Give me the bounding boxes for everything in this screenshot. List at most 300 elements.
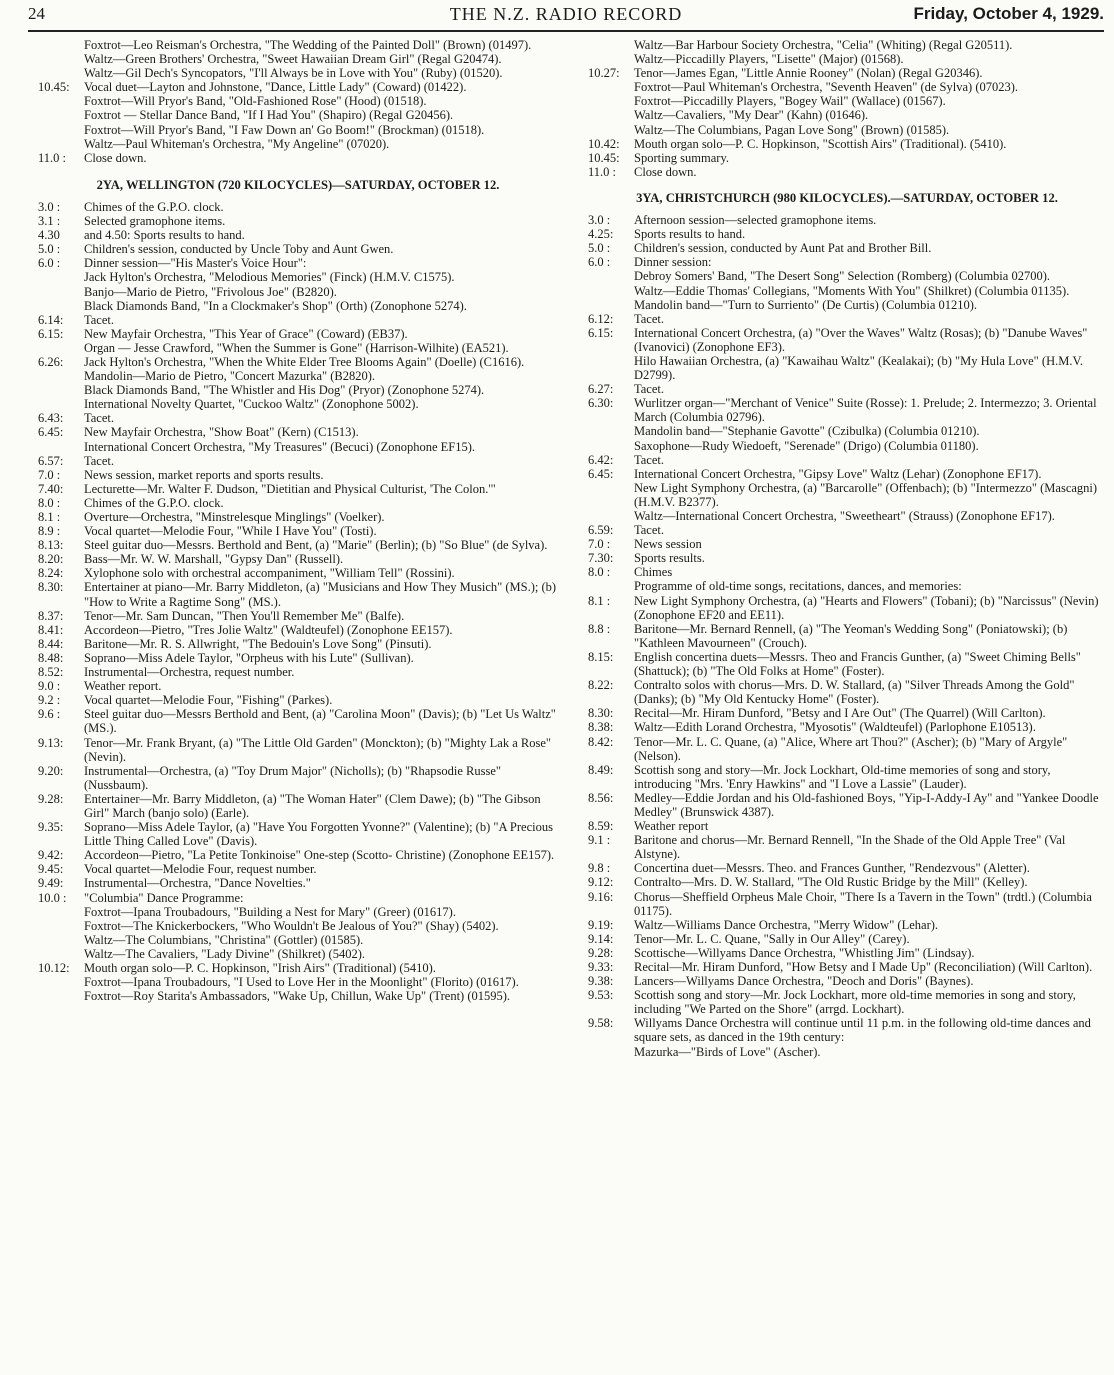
programme-entry	[588, 523, 1106, 537]
entry-time: 9.45:	[38, 862, 64, 877]
programme-entry	[38, 580, 558, 608]
programme-entry	[38, 242, 558, 256]
entry-time: 10.0 :	[38, 890, 67, 905]
entry-text: New Light Symphony Orchestra, (a) "Barcarolle" (Offenbach); (b) "Intermezzo" (Mascagni) (H.M.V. B2377).	[634, 480, 1098, 509]
programme-entry	[588, 241, 1106, 255]
entry-time: 9.58:	[588, 1016, 614, 1031]
programme-entry	[588, 213, 1106, 227]
entry-text: Instrumental—Orchestra, (a) "Toy Drum Major" (Nicholls); (b) "Rhapsodie Russe" (Nussbaum).	[84, 763, 502, 792]
entry-text: Waltz—Gil Dech's Syncopators, "I'll Always be in Love with You" (Ruby) (01520).	[84, 66, 503, 81]
programme-entry	[38, 256, 558, 270]
programme-entry	[588, 579, 1106, 593]
entry-text: Close down.	[84, 150, 147, 165]
entry-text: Children's session, conducted by Aunt Pat and Brother Bill.	[634, 241, 932, 256]
entry-time: 8.0 :	[588, 565, 611, 580]
entry-time: 8.49:	[588, 762, 614, 777]
entry-text: Mandolin band—"Turn to Surriento" (De Curtis) (Columbia 01210).	[634, 297, 978, 312]
programme-entry	[588, 946, 1106, 960]
entry-text: Waltz—International Concert Orchestra, "Sweetheart" (Strauss) (Zonophone EF17).	[634, 509, 1055, 523]
entry-time: 9.0 :	[38, 679, 61, 694]
programme-entry	[38, 454, 558, 468]
entry-time: 10.45:	[38, 80, 70, 95]
entry-text: Weather report	[634, 819, 709, 834]
programme-entry	[38, 905, 558, 919]
programme-entry	[588, 123, 1106, 137]
entry-time: 9.42:	[38, 848, 64, 863]
entry-text: Mouth organ solo—P. C. Hopkinson, "Irish Airs" (Traditional) (5410).	[84, 961, 436, 975]
entry-text: Tenor—Mr. Frank Bryant, (a) "The Little Old Garden" (Monckton); (b) "Mighty Lak a Rose" (Nevin).	[84, 735, 551, 764]
entry-text: Lancers—Willyams Dance Orchestra, "Deoch and Doris" (Baynes).	[634, 974, 974, 989]
header-rule	[28, 30, 1104, 32]
entry-text: Scottish song and story—Mr. Jock Lockhart, more old-time memories in song and story, including "We Parted on the Shore" (arrgd. Lockhart).	[634, 988, 1076, 1017]
entry-text: Steel guitar duo—Messrs. Berthold and Bent, (a) "Marie" (Berlin); (b) "So Blue" (de Sylva).	[84, 538, 548, 553]
station-heading: 3YA, CHRISTCHURCH (980 KILOCYCLES).—SATURDAY, OCTOBER 12.	[636, 190, 1058, 205]
programme-entry	[38, 736, 558, 764]
programme-entry	[588, 80, 1106, 94]
programme-entry	[38, 524, 558, 538]
entry-text: Foxtrot—Will Pryor's Band, "Old-Fashioned Rose" (Hood) (01518).	[84, 94, 427, 109]
entry-text: Vocal quartet—Melodie Four, "Fishing" (Parkes).	[84, 693, 333, 708]
entry-time: 8.37:	[38, 608, 64, 623]
publication-title: THE N.Z. RADIO RECORD	[449, 4, 683, 24]
programme-entry	[38, 482, 558, 496]
entry-time: 8.41:	[38, 622, 64, 637]
programme-entry	[38, 200, 558, 214]
entry-text: Entertainer at piano—Mr. Barry Middleton, (a) "Musicians and How They Musich" (MS.); (b) "How to Write a Ragtime Song" (MS.).	[84, 580, 557, 609]
entry-text: Black Diamonds Band, "In a Clockmaker's Shop" (Orth) (Zonophone 5274).	[84, 298, 467, 313]
entry-text: Tacet.	[84, 312, 115, 327]
programme-entry	[38, 38, 558, 52]
entry-time: 6.15:	[38, 326, 64, 341]
entry-time: 6.0 :	[588, 255, 611, 270]
programme-entry	[588, 890, 1106, 918]
programme-entry	[38, 52, 558, 66]
programme-entry	[588, 52, 1106, 66]
entry-text: Hilo Hawaiian Orchestra, (a) "Kawaihau Waltz" (Kealakai); (b) "My Hula Love" (H.M.V. D2799).	[634, 353, 1083, 383]
entry-text: Concertina duet—Messrs. Theo. and Frances Gunther, "Rendezvous" (Aletter).	[634, 861, 1030, 876]
entry-time: 8.59:	[588, 819, 614, 834]
entry-text: Sporting summary.	[634, 150, 730, 165]
entry-text: Scottische—Willyams Dance Orchestra, "Whistling Jim" (Lindsay).	[634, 945, 975, 960]
programme-entry	[38, 397, 558, 411]
entry-time: 8.1 :	[588, 593, 611, 608]
entry-time: 6.30:	[588, 396, 614, 411]
programme-entry	[588, 38, 1106, 52]
entry-text: and 4.50: Sports results to hand.	[84, 228, 245, 243]
entry-text: Waltz—Cavaliers, "My Dear" (Kahn) (01646).	[634, 108, 869, 123]
programme-entry	[38, 214, 558, 228]
entry-text: Contralto solos with chorus—Mrs. D. W. Stallard, (a) "Silver Threads Among the Gold" (Danks); (b) "My Old Kentucky Home" (Foster).	[634, 678, 1075, 707]
entry-text: Tenor—James Egan, "Little Annie Rooney" (Nolan) (Regal G20346).	[634, 66, 983, 81]
entry-text: Foxtrot—Piccadilly Players, "Bogey Wail" (Wallace) (01567).	[634, 94, 946, 109]
entry-text: Jack Hylton's Orchestra, "Melodious Memories" (Finck) (H.M.V. C1575).	[84, 270, 455, 285]
programme-entry	[38, 693, 558, 707]
entry-text: Sports results.	[634, 551, 705, 566]
entry-time: 9.28:	[38, 791, 64, 806]
entry-text: Chimes	[634, 565, 673, 580]
entry-text: Chorus—Sheffield Orpheus Male Choir, "There Is a Tavern in the Town" (trdtl.) (Columbia 01175).	[634, 889, 1092, 918]
entry-text: Foxtrot—Paul Whiteman's Orchestra, "Seventh Heaven" (de Sylva) (07023).	[634, 80, 1019, 95]
programme-entry	[588, 396, 1106, 424]
entry-time: 3.1 :	[38, 214, 61, 229]
programme-entry	[588, 467, 1106, 481]
entry-text: New Light Symphony Orchestra, (a) "Hearts and Flowers" (Tobani); (b) "Narcissus" (Nevin) (Zonophone EF20 and EE11).	[634, 593, 1099, 622]
entry-time: 10.12:	[38, 961, 70, 975]
entry-text: Instrumental—Orchestra, "Dance Novelties."	[84, 876, 311, 891]
entry-text: Recital—Mr. Hiram Dunford, "Betsy and I Are Out" (The Quarrel) (Will Carlton).	[634, 706, 1046, 721]
programme-entry	[588, 650, 1106, 678]
entry-text: Waltz—Piccadilly Players, "Lisette" (Major) (01568).	[634, 52, 904, 67]
entry-time: 7.0 :	[38, 467, 61, 482]
entry-time: 8.56:	[588, 790, 614, 805]
entry-text: Foxtrot—Will Pryor's Band, "I Faw Down an' Go Boom!" (Brockman) (01518).	[84, 122, 485, 137]
entry-text: Sports results to hand.	[634, 227, 746, 242]
programme-entry	[588, 1045, 1106, 1059]
left-column	[38, 38, 558, 1003]
programme-entry	[38, 862, 558, 876]
entry-text: Accordeon—Pietro, "La Petite Tonkinoise" One-step (Scotto- Christine) (Zonophone EE157).	[84, 848, 555, 863]
entry-text: Soprano—Miss Adele Taylor, (a) "Have You Forgotten Yvonne?" (Valentine); (b) "A Precious Little Thing Called Love" (Davis).	[84, 820, 553, 849]
entry-time: 6.0 :	[38, 256, 61, 271]
entry-text: Bass—Mr. W. W. Marshall, "Gypsy Dan" (Russell).	[84, 552, 344, 567]
entry-time: 8.30:	[588, 706, 614, 721]
entry-text: Jack Hylton's Orchestra, "When the White Elder Tree Blooms Again" (Doelle) (C1616).	[84, 354, 525, 369]
programme-entry	[588, 255, 1106, 269]
programme-entry	[588, 151, 1106, 165]
entry-text: Foxtrot—Ipana Troubadours, "I Used to Love Her in the Moonlight" (Florito) (01617).	[84, 975, 519, 990]
entry-time: 9.49:	[38, 876, 64, 891]
programme-entry	[38, 369, 558, 383]
programme-entry	[38, 566, 558, 580]
programme-entry	[38, 285, 558, 299]
programme-entry	[38, 327, 558, 341]
programme-entry	[588, 763, 1106, 791]
entry-time: 10.42:	[588, 136, 620, 151]
entry-time: 6.27:	[588, 382, 614, 397]
entry-time: 8.13:	[38, 538, 64, 553]
entry-text: Contralto—Mrs. D. W. Stallard, "The Old Rustic Bridge by the Mill" (Kelley).	[634, 875, 1028, 890]
entry-time: 6.26:	[38, 354, 64, 369]
entry-time: 9.12:	[588, 875, 614, 890]
programme-entry	[38, 665, 558, 679]
entry-time: 9.14:	[588, 931, 614, 946]
entry-text: Tacet.	[634, 523, 665, 538]
entry-time: 9.13:	[38, 735, 64, 750]
programme-entry	[38, 411, 558, 425]
programme-entry	[38, 975, 558, 989]
entry-text: Chimes of the G.P.O. clock.	[84, 199, 224, 214]
entry-time: 8.44:	[38, 636, 64, 651]
entry-text: Waltz—Edith Lorand Orchestra, "Myosotis" (Waldteufel) (Parlophone E10513).	[634, 720, 1036, 735]
programme-entry	[38, 651, 558, 665]
entry-time: 9.16:	[588, 889, 614, 904]
programme-entry	[38, 383, 558, 397]
entry-text: Xylophone solo with orchestral accompaniment, "William Tell" (Rossini).	[84, 566, 455, 581]
entry-text: Selected gramophone items.	[84, 214, 226, 229]
entry-text: Organ — Jesse Crawford, "When the Summer is Gone" (Harrison-Wilhite) (EA521).	[84, 340, 509, 355]
entry-text: Children's session, conducted by Uncle Toby and Aunt Gwen.	[84, 242, 394, 257]
entry-text: English concertina duets—Messrs. Theo and Francis Gunther, (a) "Sweet Chiming Bells" (Shattuck); (b) "The Old Folks at Home" (Foster).	[634, 649, 1081, 679]
programme-entry	[588, 932, 1106, 946]
programme-entry	[38, 876, 558, 890]
entry-time: 6.45:	[588, 466, 614, 481]
entry-time: 6.59:	[588, 523, 614, 538]
programme-entry	[588, 735, 1106, 763]
entry-text: Waltz—Bar Harbour Society Orchestra, "Celia" (Whiting) (Regal G20511).	[634, 38, 1013, 52]
entry-time: 5.0 :	[588, 241, 611, 256]
programme-entry	[38, 552, 558, 566]
programme-entry	[588, 537, 1106, 551]
entry-text: Instrumental—Orchestra, request number.	[84, 665, 295, 680]
programme-entry	[588, 298, 1106, 312]
programme-entry	[38, 80, 558, 94]
entry-text: Dinner session:	[634, 255, 712, 270]
entry-time: 9.19:	[588, 917, 614, 932]
programme-entry	[588, 382, 1106, 396]
entry-time: 9.2 :	[38, 693, 61, 708]
entry-text: Dinner session—"His Master's Voice Hour":	[84, 256, 307, 271]
programme-entry	[38, 848, 558, 862]
programme-entry	[38, 637, 558, 651]
entry-time: 8.1 :	[38, 510, 61, 524]
programme-entry	[38, 341, 558, 355]
programme-entry	[588, 706, 1106, 720]
entry-time: 9.38:	[588, 974, 614, 989]
entry-text: Saxophone—Rudy Wiedoeft, "Serenade" (Drigo) (Columbia 01180).	[634, 438, 979, 453]
entry-time: 4.25:	[588, 227, 614, 242]
programme-entry	[588, 960, 1106, 974]
programme-entry	[588, 424, 1106, 438]
entry-text: Steel guitar duo—Messrs Berthold and Bent, (a) "Carolina Moon" (Davis); (b) "Let Us Waltz" (MS.).	[84, 707, 556, 736]
programme-entry	[588, 284, 1106, 298]
entry-time: 10.45:	[588, 150, 620, 165]
entry-time: 9.6 :	[38, 707, 61, 722]
entry-text: Baritone—Mr. Bernard Rennell, (a) "The Yeoman's Wedding Song" (Poniatowski); (b) "Kathleen Mavourneen" (Crouch).	[634, 621, 1068, 650]
entry-text: Baritone and chorus—Mr. Bernard Rennell, "In the Shade of the Old Apple Tree" (Val Alstyne).	[634, 833, 1066, 862]
entry-text: Tacet.	[634, 311, 665, 326]
programme-entry	[588, 1016, 1106, 1044]
entry-text: Vocal quartet—Melodie Four, request number.	[84, 862, 317, 877]
programme-entry	[38, 228, 558, 242]
programme-entry	[588, 988, 1106, 1016]
programme-entry	[588, 509, 1106, 523]
entry-time: 6.43:	[38, 411, 64, 426]
programme-entry	[588, 66, 1106, 80]
entry-text: Soprano—Miss Adele Taylor, "Orpheus with his Lute" (Sullivan).	[84, 650, 414, 665]
entry-time: 7.0 :	[588, 537, 611, 552]
programme-entry	[38, 623, 558, 637]
programme-entry	[588, 94, 1106, 108]
entry-text: Waltz—Green Brothers' Orchestra, "Sweet Hawaiian Dream Girl" (Regal G20474).	[84, 52, 502, 67]
programme-entry	[38, 108, 558, 122]
entry-text: Mazurka—"Birds of Love" (Ascher).	[634, 1044, 821, 1059]
entry-text: Debroy Somers' Band, "The Desert Song" Selection (Romberg) (Columbia 02700).	[634, 269, 1050, 284]
entry-text: New Mayfair Orchestra, "Show Boat" (Kern) (C1513).	[84, 425, 359, 440]
entry-text: Black Diamonds Band, "The Whistler and His Dog" (Pryor) (Zonophone 5274).	[84, 383, 485, 398]
entry-text: Foxtrot—Ipana Troubadours, "Building a Nest for Mary" (Greer) (01617).	[84, 904, 456, 919]
programme-entry	[38, 609, 558, 623]
programme-entry	[588, 875, 1106, 889]
programme-entry	[588, 481, 1106, 509]
programme-entry	[588, 108, 1106, 122]
entry-time: 3.0 :	[588, 213, 611, 228]
programme-entry	[588, 622, 1106, 650]
right-column	[588, 38, 1106, 1059]
entry-text: "Columbia" Dance Programme:	[84, 890, 244, 905]
programme-entry	[38, 151, 558, 165]
entry-text: Tenor—Mr. Sam Duncan, "Then You'll Remember Me" (Balfe).	[84, 608, 405, 623]
station-heading: 2YA, WELLINGTON (720 KILOCYCLES)—SATURDAY, OCTOBER 12.	[96, 177, 500, 192]
programme-entry	[588, 918, 1106, 932]
programme-entry	[38, 919, 558, 933]
programme-entry	[588, 791, 1106, 819]
entry-time: 6.42:	[588, 452, 614, 467]
entry-text: Waltz—The Columbians, "Christina" (Gottler) (01585).	[84, 932, 364, 947]
entry-text: Recital—Mr. Hiram Dunford, "How Betsy and I Made Up" (Reconciliation) (Will Carlton).	[634, 960, 1093, 974]
programme-entry	[588, 312, 1106, 326]
entry-time: 10.27:	[588, 66, 620, 81]
programme-entry	[38, 538, 558, 552]
entry-time: 7.40:	[38, 481, 64, 496]
entry-time: 6.12:	[588, 311, 614, 326]
programme-entry	[588, 720, 1106, 734]
entry-time: 8.8 :	[588, 621, 611, 636]
entry-text: Foxtrot—Leo Reisman's Orchestra, "The Wedding of the Painted Doll" (Brown) (01497).	[84, 38, 532, 52]
entry-time: 11.0 :	[588, 164, 617, 179]
entry-text: Wurlitzer organ—"Merchant of Venice" Suite (Rosse): 1. Prelude; 2. Intermezzo; 3. Oriental March (Columbia 02796).	[634, 396, 1097, 425]
entry-time: 9.28:	[588, 945, 614, 960]
programme-entry	[588, 269, 1106, 283]
entry-time: 6.57:	[38, 453, 64, 468]
entry-time: 9.1 :	[588, 833, 611, 848]
entry-text: Entertainer—Mr. Barry Middleton, (a) "The Woman Hater" (Clem Dawe); (b) "The Gibson Girl" March (banjo solo) (Earle).	[84, 791, 541, 820]
page-header	[28, 4, 1104, 28]
entry-text: New Mayfair Orchestra, "This Year of Grace" (Coward) (EB37).	[84, 326, 408, 341]
entry-text: Mandolin band—"Stephanie Gavotte" (Czibulka) (Columbia 01210).	[634, 424, 980, 439]
entry-text: Waltz—The Cavaliers, "Lady Divine" (Shilkret) (5402).	[84, 946, 365, 961]
programme-entry	[38, 123, 558, 137]
entry-text: International Concert Orchestra, "My Treasures" (Becuci) (Zonophone EF15).	[84, 439, 476, 454]
entry-time: 6.14:	[38, 312, 64, 327]
entry-time: 8.9 :	[38, 524, 61, 539]
programme-entry	[38, 947, 558, 961]
entry-time: 9.53:	[588, 988, 614, 1003]
entry-text: Banjo—Mario de Pietro, "Frivolous Joe" (B2820).	[84, 284, 337, 299]
programme-entry	[38, 961, 558, 975]
entry-text: Waltz—Eddie Thomas' Collegians, "Moments With You" (Shilkret) (Columbia 01135).	[634, 283, 1070, 298]
programme-entry	[588, 326, 1106, 354]
entry-time: 3.0 :	[38, 199, 61, 214]
programme-entry	[588, 137, 1106, 151]
entry-text: Tacet.	[84, 453, 115, 468]
programme-entry	[38, 820, 558, 848]
entry-text: Overture—Orchestra, "Minstrelesque Minglings" (Voelker).	[84, 510, 385, 524]
entry-text: International Novelty Quartet, "Cuckoo Waltz" (Zonophone 5002).	[84, 397, 419, 412]
entry-time: 8.52:	[38, 665, 64, 680]
entry-text: International Concert Orchestra, (a) "Over the Waves" Waltz (Rosas); (b) "Danube Waves" (Ivanovici) (Zonophone EF3).	[634, 325, 1088, 354]
programme-entry	[38, 764, 558, 792]
programme-entry	[38, 440, 558, 454]
programme-entry	[588, 453, 1106, 467]
entry-text: Lecturette—Mr. Walter F. Dudson, "Dietitian and Physical Culturist, 'The Colon.'"	[84, 481, 496, 496]
entry-text: News session	[634, 537, 702, 552]
entry-text: Willyams Dance Orchestra will continue until 11 p.m. in the following old-time dances and square sets, as danced in the 19th century:	[634, 1016, 1091, 1045]
programme-entry	[38, 792, 558, 820]
entry-time: 9.8 :	[588, 861, 611, 876]
entry-text: Chimes of the G.P.O. clock.	[84, 495, 224, 510]
programme-entry	[38, 313, 558, 327]
programme-entry	[588, 354, 1106, 382]
entry-text: News session, market reports and sports results.	[84, 467, 324, 482]
entry-text: International Concert Orchestra, "Gipsy Love" Waltz (Lehar) (Zonophone EF17).	[634, 466, 1042, 481]
entry-text: Waltz—Paul Whiteman's Orchestra, "My Angeline" (07020).	[84, 136, 390, 151]
programme-entry	[38, 270, 558, 284]
entry-text: Tenor—Mr. L. C. Quane, (a) "Alice, Where art Thou?" (Ascher); (b) "Mary of Argyle" (Nelson).	[634, 734, 1068, 763]
entry-time: 11.0 :	[38, 150, 67, 165]
programme-entry	[38, 989, 558, 1003]
programme-entry	[38, 496, 558, 510]
entry-time: 7.30:	[588, 551, 614, 566]
entry-text: Afternoon session—selected gramophone items.	[634, 213, 877, 228]
programme-entry	[38, 468, 558, 482]
entry-time: 9.20:	[38, 763, 64, 778]
page-number: 24	[28, 4, 45, 23]
entry-text: Scottish song and story—Mr. Jock Lockhart, Old-time memories of song and story, introducing "Mrs. 'Enry Hawkins" and "I Love a Lassie" (Lauder).	[634, 762, 1051, 791]
entry-time: 8.20:	[38, 552, 64, 567]
programme-entry	[588, 678, 1106, 706]
entry-time: 8.22:	[588, 678, 614, 693]
programme-entry	[588, 227, 1106, 241]
entry-time: 8.15:	[588, 649, 614, 664]
programme-entry	[38, 891, 558, 905]
programme-entry	[588, 551, 1106, 565]
programme-entry	[38, 66, 558, 80]
programme-entry	[588, 819, 1106, 833]
entry-text: Waltz—Williams Dance Orchestra, "Merry Widow" (Lehar).	[634, 917, 939, 932]
programme-entry	[38, 707, 558, 735]
entry-text: Vocal duet—Layton and Johnstone, "Dance, Little Lady" (Coward) (01422).	[84, 80, 467, 95]
entry-text: Tenor—Mr. L. C. Quane, "Sally in Our Alley" (Carey).	[634, 931, 910, 946]
programme-entry	[588, 594, 1106, 622]
entry-text: Vocal quartet—Melodie Four, "While I Have You" (Tosti).	[84, 524, 377, 539]
programme-entry	[38, 137, 558, 151]
entry-time: 8.38:	[588, 720, 614, 735]
programme-entry	[38, 679, 558, 693]
programme-entry	[38, 933, 558, 947]
entry-text: Accordeon—Pietro, "Tres Jolie Waltz" (Waldteufel) (Zonophone EE157).	[84, 622, 453, 637]
entry-text: Programme of old-time songs, recitations, dances, and memories:	[634, 579, 962, 594]
programme-entry	[588, 565, 1106, 579]
programme-entry	[588, 165, 1106, 179]
entry-text: Mandolin—Mario de Pietro, "Concert Mazurka" (B2820).	[84, 369, 376, 384]
entry-text: Foxtrot—Roy Starita's Ambassadors, "Wake Up, Chillun, Wake Up" (Trent) (01595).	[84, 989, 511, 1004]
entry-time: 8.24:	[38, 566, 64, 581]
entry-text: Tacet.	[634, 382, 665, 397]
entry-text: Tacet.	[634, 452, 665, 467]
programme-entry	[588, 833, 1106, 861]
programme-entry	[38, 510, 558, 524]
entry-text: Medley—Eddie Jordan and his Old-fashioned Boys, "Yip-I-Addy-I Ay" and "Yankee Doodle Medley" (Brunswick 4387).	[634, 790, 1099, 819]
issue-date: Friday, October 4, 1929.	[913, 4, 1104, 23]
entry-text: Weather report.	[84, 679, 162, 694]
entry-text: Waltz—The Columbians, Pagan Love Song" (Brown) (01585).	[634, 122, 950, 137]
entry-time: 8.48:	[38, 650, 64, 665]
entry-time: 9.33:	[588, 960, 614, 974]
entry-text: Foxtrot — Stellar Dance Band, "If I Had You" (Shapiro) (Regal G20456).	[84, 108, 454, 123]
programme-entry	[38, 94, 558, 108]
programme-entry	[38, 299, 558, 313]
entry-time: 8.42:	[588, 734, 614, 749]
